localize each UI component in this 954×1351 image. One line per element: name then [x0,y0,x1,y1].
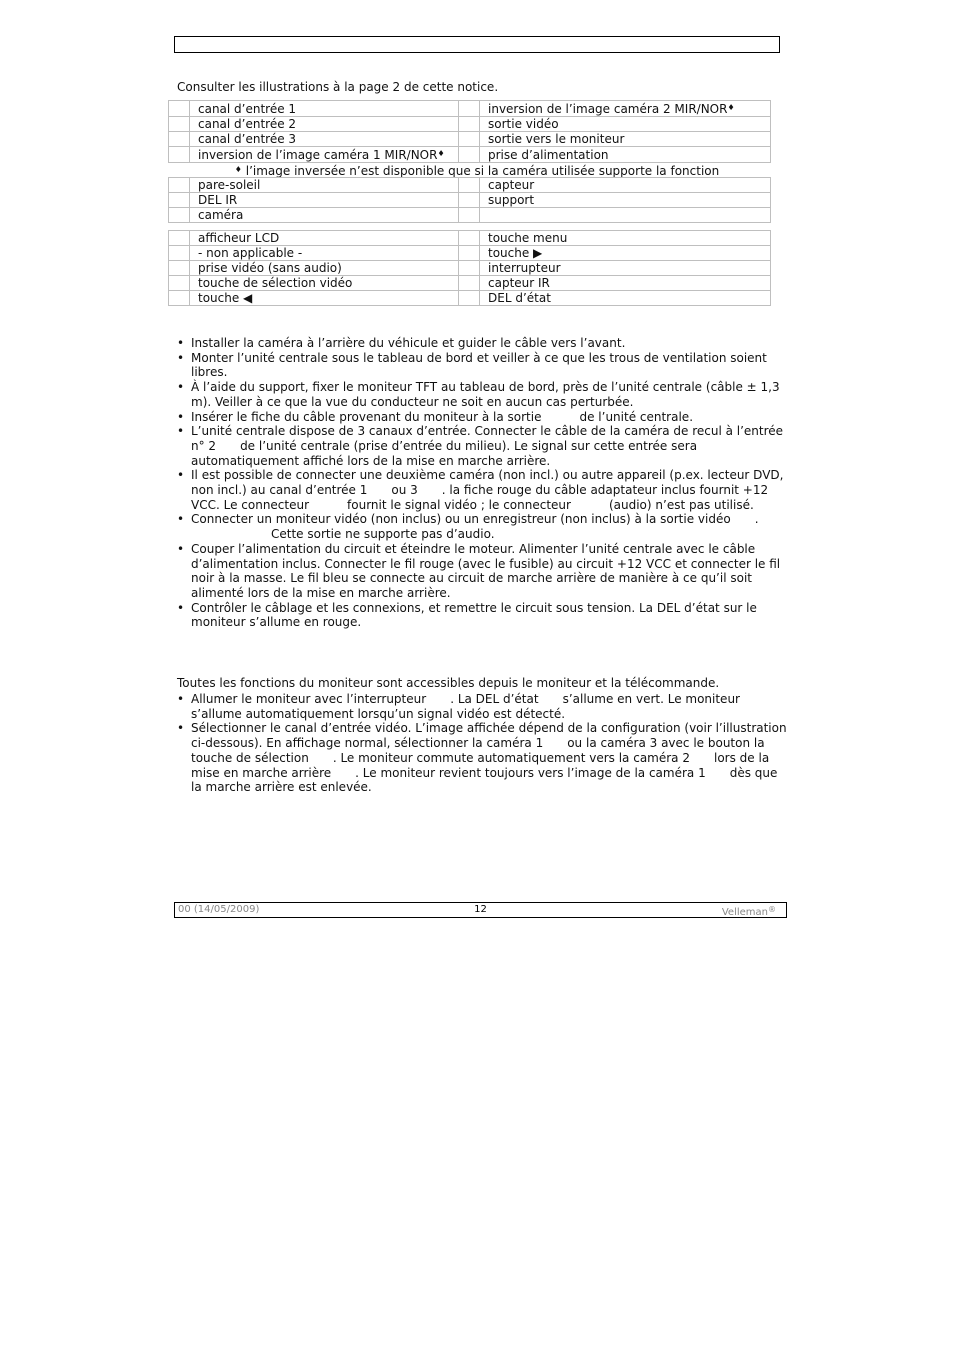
list-item: • Il est possible de connecter une deuxième caméra (non incl.) ou autre appareil (p.ex. lecteur DVD, non incl.) au canal d’entrée 1 ou 3 . la fiche rouge du câble adaptateur inclus fournit +12 VCC. Le connecteur fournit le signal vidéo ; le connecteur (audio) n’est pas utilisé. [191,468,787,512]
list-item: • Contrôler le câblage et les connexions, et remettre le circuit sous tension. La DEL d’état sur le moniteur s’allume en rouge. [191,601,787,630]
usage-list [177,692,787,795]
table-row: touche de sélection vidéo capteur IR [169,276,771,291]
table-row: afficheur LCD touche menu [169,231,771,246]
page-number: 12 [474,904,487,915]
list-item: • Couper l’alimentation du circuit et éteindre le moteur. Alimenter l’unité centrale avec le câble d’alimentation inclus. Connecter le fil rouge (avec le fusible) au circuit +12 VCC et connecter le fil noir à la masse. Le fil bleu se connecte au circuit de marche arrière de manière à ce qu’il soit alimenté lors de la mise en marche arrière. [191,542,787,601]
footer-version: 00 (14/05/2009) [178,904,260,915]
table-row: DEL IR support [169,193,771,208]
parts-table-2 [168,177,771,223]
list-item: • L’unité centrale dispose de 3 canaux d’entrée. Connecter le câble de la caméra de recul à l’entrée n° 2 de l’unité centrale (prise d’entrée du milieu). Le signal sur cette entrée sera automatiquement affiché lors de la mise en marche arrière. [191,424,787,468]
page-footer [174,902,787,918]
table-row: touche ◀ DEL d’état [169,291,771,306]
header-box [174,36,780,53]
table-row: canal d’entrée 2 sortie vidéo [169,117,771,132]
table-row: inversion de l’image caméra 1 MIR/NOR♦ prise d’alimentation [169,147,771,163]
parts-table-3 [168,230,771,306]
list-item: • Monter l’unité centrale sous le tableau de bord et veiller à ce que les trous de ventilation soient libres. [191,351,787,380]
usage-intro: Toutes les fonctions du moniteur sont accessibles depuis le moniteur et la télécommande. [177,676,720,690]
table-row: prise vidéo (sans audio) interrupteur [169,261,771,276]
list-item: • Installer la caméra à l’arrière du véhicule et guider le câble vers l’avant. [191,336,787,351]
table-row: - non applicable - touche ▶ [169,246,771,261]
list-item: • Insérer le fiche du câble provenant du moniteur à la sortie de l’unité centrale. [191,410,787,425]
installation-list [177,336,787,630]
list-item: • Allumer le moniteur avec l’interrupteur . La DEL d’état s’allume en vert. Le moniteur s’allume automatiquement lorsqu’un signal vidéo est détecté. [191,692,787,721]
footnote: ♦ l’image inversée n’est disponible que si la caméra utilisée supporte la fonction [234,164,720,178]
table-row: pare-soleil capteur [169,178,771,193]
parts-table-1 [168,100,771,163]
table-row: caméra [169,208,771,223]
footer-brand: Velleman® [721,905,776,918]
table-row: canal d’entrée 1 inversion de l’image caméra 2 MIR/NOR♦ [169,101,771,117]
list-item: • Connecter un moniteur vidéo (non inclus) ou un enregistreur (non inclus) à la sortie vidéo . Cette sortie ne supporte pas d’audio. [191,512,787,541]
list-item: • À l’aide du support, fixer le moniteur TFT au tableau de bord, près de l’unité centrale (câble ± 1,3 m). Veiller à ce que la vue du conducteur ne soit en aucun cas perturbée. [191,380,787,409]
table-row: canal d’entrée 3 sortie vers le moniteur [169,132,771,147]
list-item: • Sélectionner le canal d’entrée vidéo. L’image affichée dépend de la configuration (voir l’illustration ci-dessous). En affichage normal, sélectionner la caméra 1 ou la caméra 3 avec le bouton la touche de sélection . Le moniteur commute automatiquement vers la caméra 2 lors de la mise en marche arrière . Le moniteur revient toujours vers l’image de la caméra 1 dès que la marche arrière est enlevée. [191,721,787,795]
intro-text: Consulter les illustrations à la page 2 de cette notice. [177,80,499,94]
